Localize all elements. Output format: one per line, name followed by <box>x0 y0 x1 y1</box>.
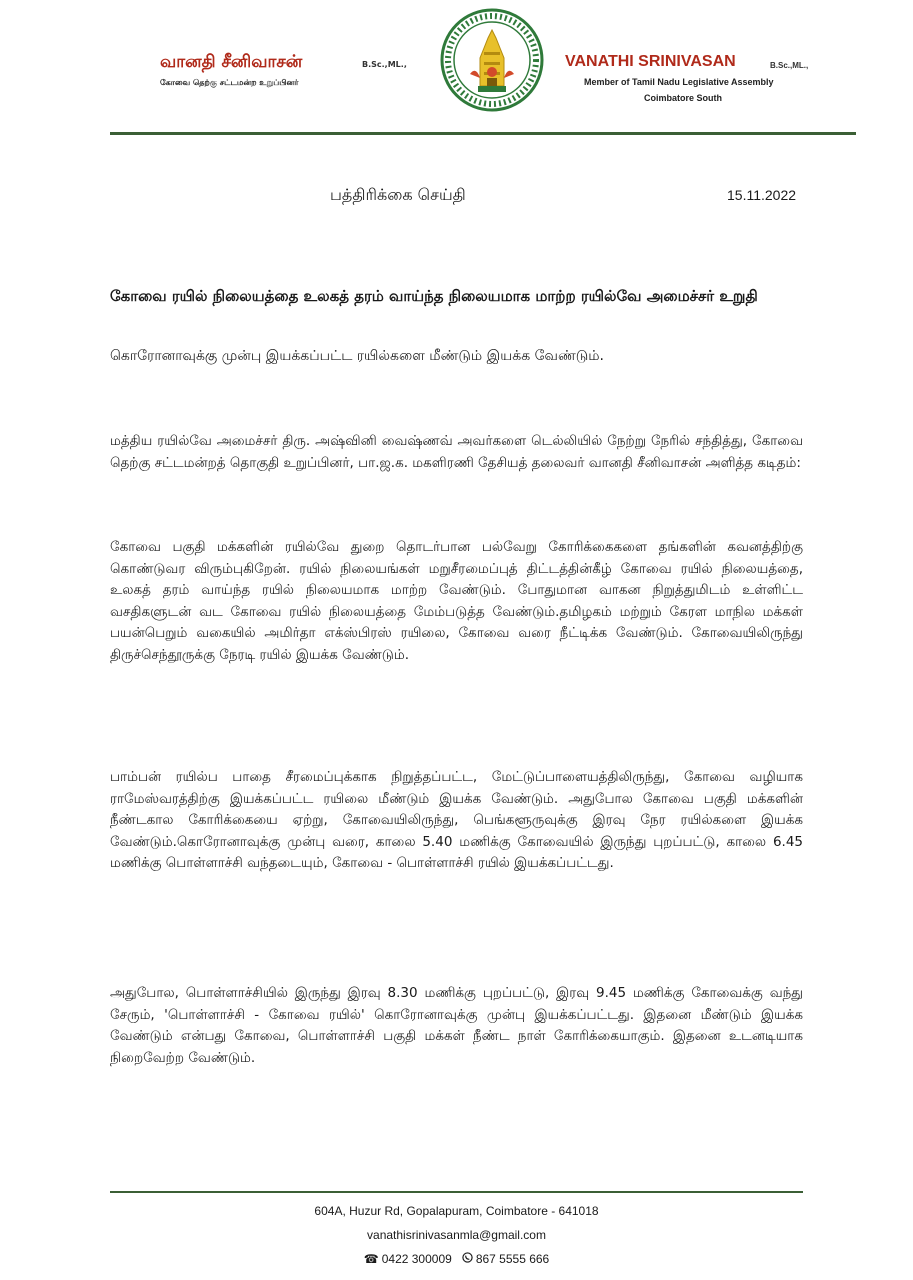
press-release-headline: கோவை ரயில் நிலையத்தை உலகத் தரம் வாய்ந்த நிலையமாக மாற்ற ரயில்வே அமைச்சர் உறுதி <box>110 287 758 305</box>
press-release-subheadline: கொரோனாவுக்கு முன்பு இயக்கப்பட்ட ரயில்களை மீண்டும் இயக்க வேண்டும். <box>110 348 604 364</box>
tamil-nadu-emblem-icon <box>440 8 544 112</box>
footer-email: vanathisrinivasanmla@gmail.com <box>367 1228 546 1242</box>
letterhead-name-english: VANATHI SRINIVASAN <box>565 53 736 70</box>
letterhead-qualifications-english-side: B.Sc.,ML., <box>770 61 809 70</box>
footer-phones <box>110 1252 803 1266</box>
letterhead-role-english: Member of Tamil Nadu Legislative Assembly <box>584 77 774 87</box>
body-paragraph: மத்திய ரயில்வே அமைச்சர் திரு. அஷ்வினி வைஷ்ணவ் அவர்களை டெல்லியில் நேற்று நேரில் சந்தித்து, கோவை தெற்கு சட்டமன்றத் தொகுதி உறுப்பினர், பா.ஜ.க. மகளிரணி தேசியத் தலைவர் வானதி சீனிவாசன் அளித்த கடிதம்: <box>110 433 803 471</box>
letterhead-divider <box>110 132 856 135</box>
body-paragraph: கோவை பகுதி மக்களின் ரயில்வே துறை தொடர்பான பல்வேறு கோரிக்கைகளை தங்களின் கவனத்திற்கு கொண்டுவர விரும்புகிறேன். ரயில் நிலையங்கள் மறுசீரமைப்புத் திட்டத்தின்கீழ் கோவை ரயில் நிலையத்தை, உலகத் தரம் வாய்ந்த ரயில் நிலையமாக மாற்ற வேண்டும். போதுமான வாகன நிறுத்துமிடம் உள்ளிட்ட வசதிகளுடன் வட கோவை ரயில் நிலையத்தை மேம்படுத்த வேண்டும்.தமிழகம் மற்றும் கேரள மாநில மக்கள் பயன்பெறும் வகையில் அமிர்தா எக்ஸ்பிரஸ் ரயிலை, கோவை வரை நீட்டிக்க வேண்டும். கோவையிலிருந்து திருச்செந்தூருக்கு நேரடி ரயில் இயக்க வேண்டும். <box>110 539 803 663</box>
document-type-label: பத்திரிக்கை செய்தி <box>330 185 466 204</box>
letterhead-role-tamil: கோவை தெற்கு சட்டமன்ற உறுப்பினர் <box>160 78 299 87</box>
telephone-icon: ☎ <box>363 1252 379 1266</box>
letterhead-constituency-english: Coimbatore South <box>644 93 722 103</box>
document-date: 15.11.2022 <box>727 187 797 203</box>
footer-landline: 0422 300009 <box>381 1252 452 1266</box>
whatsapp-icon <box>462 1252 473 1266</box>
footer-divider <box>110 1191 803 1193</box>
letterhead-qualifications-tamil-side: B.Sc.,ML., <box>362 60 407 69</box>
footer-mobile: 867 5555 666 <box>475 1252 550 1266</box>
letterhead-name-tamil: வானதி சீனிவாசன் <box>160 52 303 72</box>
footer-address: 604A, Huzur Rd, Gopalapuram, Coimbatore - 641018 <box>314 1204 599 1218</box>
body-paragraph: பாம்பன் ரயில்ப பாதை சீரமைப்புக்காக நிறுத்தப்பட்ட, மேட்டுப்பாளையத்திலிருந்து, கோவை வழியாக ராமேஸ்வரத்திற்கு இயக்கப்பட்ட ரயிலை மீண்டும் இயக்க வேண்டும். அதுபோல கோவை பகுதி மக்களின் நீண்டகால கோரிக்கையை ஏற்று, கோவையிலிருந்து, பெங்களூருவுக்கு இரவு நேர ரயில்களை இயக்க வேண்டும்.கொரோனாவுக்கு முன்பு வரை, காலை 5.40 மணிக்கு கோவையில் இருந்து புறப்பட்டு, காலை 6.45 மணிக்கு பொள்ளாச்சி வந்தடையும், கோவை - பொள்ளாச்சி ரயில் இயக்கப்பட்டது. <box>110 769 803 871</box>
body-paragraph: அதுபோல, பொள்ளாச்சியில் இருந்து இரவு 8.30 மணிக்கு புறப்பட்டு, இரவு 9.45 மணிக்கு கோவைக்கு வந்து சேரும், 'பொள்ளாச்சி - கோவை ரயில்' கொரோனாவுக்கு முன்பு இயக்கப்பட்டது. இதனை மீண்டும் இயக்க வேண்டும் என்பது கோவை, பொள்ளாச்சி பகுதி மக்கள் நீண்ட நாள் கோரிக்கையாகும். இதனை உடனடியாக நிறைவேற்ற வேண்டும். <box>110 985 803 1066</box>
